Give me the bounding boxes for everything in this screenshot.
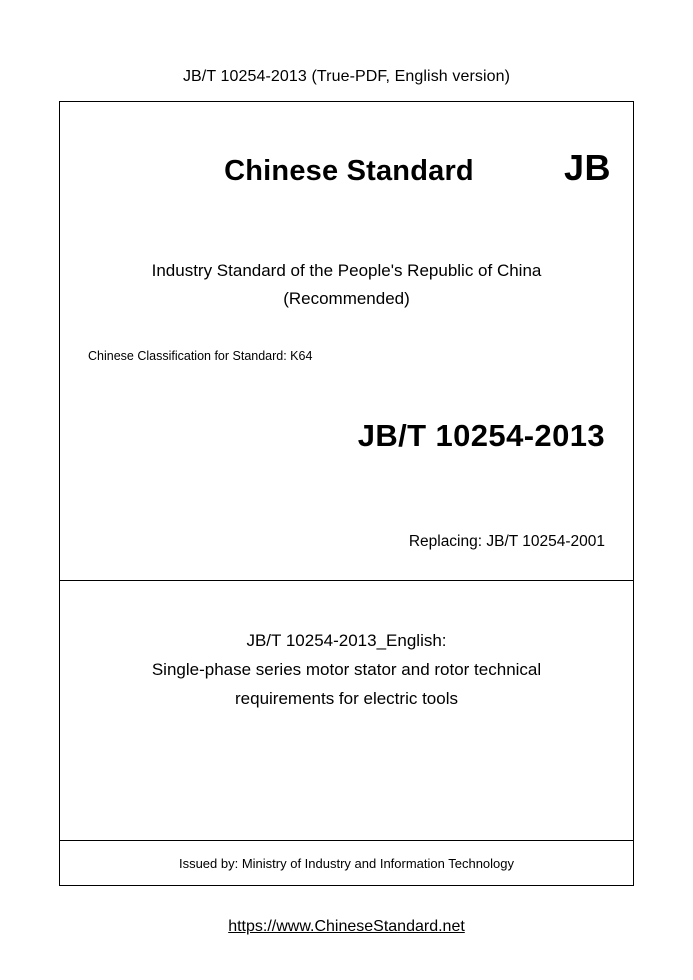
replacing-note: Replacing: JB/T 10254-2001 — [408, 533, 605, 550]
english-title-line-2: Single-phase series motor stator and rotor technical — [151, 660, 542, 679]
subtitle-line-1: Industry Standard of the People's Republic of China — [151, 261, 542, 280]
english-title-line-3: requirements for electric tools — [235, 689, 458, 708]
standard-number: JB/T 10254-2013 — [357, 418, 605, 453]
cover-top-section — [60, 102, 633, 581]
english-title — [60, 626, 633, 713]
english-title-line-1: JB/T 10254-2013_English: — [246, 631, 447, 650]
jb-logo-mark: JB — [563, 147, 611, 188]
issued-by-text: Issued by: Ministry of Industry and Information Technology — [178, 855, 515, 871]
standard-subtitle — [60, 257, 633, 313]
cover-middle-section — [60, 581, 633, 841]
classification-code: Chinese Classification for Standard: K64 — [88, 349, 313, 363]
footer-website-link[interactable]: https://www.ChineseStandard.net — [228, 918, 465, 935]
cover-frame — [59, 101, 634, 886]
subtitle-line-2: (Recommended) — [283, 289, 410, 308]
page-header-caption: JB/T 10254-2013 (True-PDF, English version) — [182, 68, 511, 85]
page-title: Chinese Standard — [224, 155, 474, 187]
title-row — [60, 147, 633, 188]
issued-by-bar — [60, 841, 633, 885]
